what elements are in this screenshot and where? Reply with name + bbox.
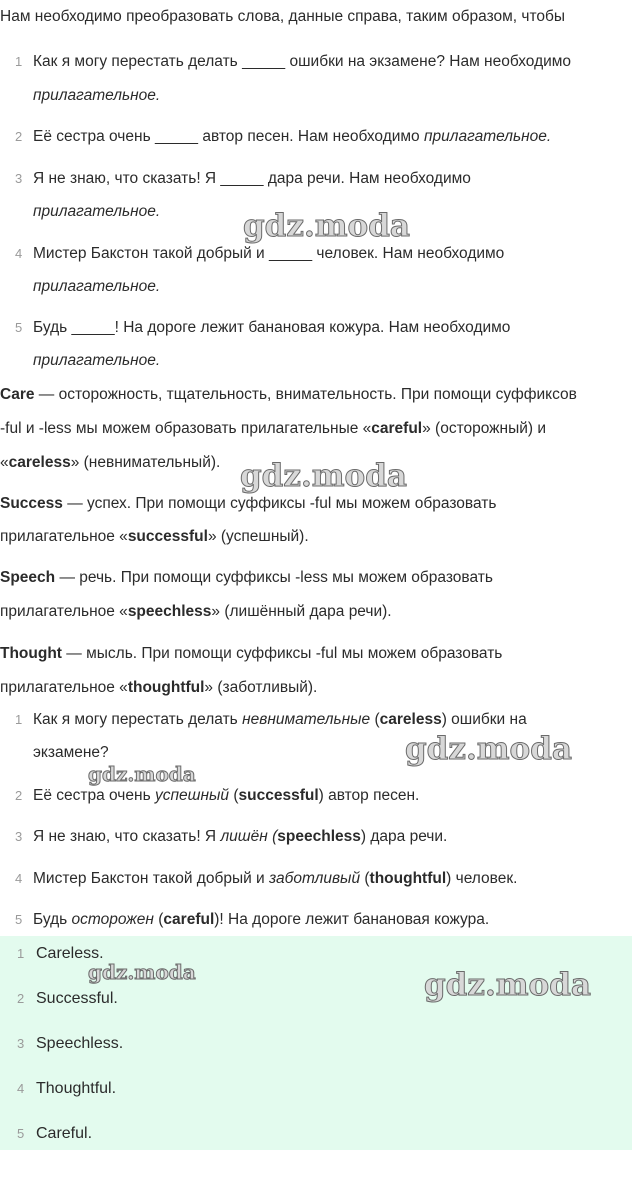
task-number: 2	[15, 129, 23, 144]
explain-speech: прилагательное «speechless» (лишённый дара речи).	[0, 603, 392, 620]
sentence-text: Её сестра очень успешный (successful) автор песен.	[33, 787, 420, 804]
task-text: прилагательное.	[33, 87, 161, 104]
answer-text: Speechless.	[36, 1035, 124, 1052]
explain-thought: прилагательное «thoughtful» (заботливый).	[0, 679, 318, 696]
explain-success: Success — успех. При помощи суффиксы -ful мы можем образовать	[0, 495, 497, 512]
answer-number: 1	[17, 946, 25, 961]
sentence-text: экзамене?	[33, 744, 109, 761]
watermark: gdz.moda	[424, 967, 591, 1003]
sentence-number: 5	[15, 912, 23, 927]
task-text: Я не знаю, что сказать! Я _____ дара речи. Нам необходимо	[33, 170, 471, 187]
sentence-number: 2	[15, 788, 23, 803]
task-number: 1	[15, 54, 23, 69]
explain-thought: Thought — мысль. При помощи суффиксы -ful мы можем образовать	[0, 645, 503, 662]
answer-text: Thoughtful.	[36, 1080, 117, 1097]
explain-care: «careless» (невнимательный).	[0, 454, 221, 471]
task-text: прилагательное.	[33, 352, 161, 369]
task-number: 5	[15, 320, 23, 335]
sentence-number: 4	[15, 871, 23, 886]
watermark: gdz.moda	[88, 762, 196, 786]
sentence-number: 3	[15, 829, 23, 844]
answer-number: 4	[17, 1081, 25, 1096]
answer-number: 3	[17, 1036, 25, 1051]
answer-text: Careless.	[36, 945, 104, 962]
answer-text: Careful.	[36, 1125, 93, 1142]
sentence-text: Будь осторожен (careful)! На дороге лежит банановая кожура.	[33, 911, 490, 928]
explain-success: прилагательное «successful» (успешный).	[0, 528, 309, 545]
watermark: gdz.moda	[88, 960, 196, 984]
sentence-number: 1	[15, 712, 23, 727]
task-text: Как я могу перестать делать _____ ошибки на экзамене? Нам необходимо	[33, 53, 572, 70]
explain-care: -ful и -less мы можем образовать прилагательные «careful» (осторожный) и	[0, 420, 547, 437]
answer-text: Successful.	[36, 990, 118, 1007]
answer-number: 5	[17, 1126, 25, 1141]
task-text: прилагательное.	[33, 278, 161, 295]
answer-number: 2	[17, 991, 25, 1006]
task-text: Будь _____! На дороге лежит банановая кожура. Нам необходимо	[33, 319, 511, 336]
task-text: Мистер Бакстон такой добрый и _____ человек. Нам необходимо	[33, 245, 505, 262]
task-number: 4	[15, 246, 23, 261]
sentence-text: Я не знаю, что сказать! Я лишён (speechless) дара речи.	[33, 828, 448, 845]
watermark: gdz.moda	[240, 458, 407, 494]
watermark: gdz.moda	[243, 208, 410, 244]
sentence-text: Как я могу перестать делать невнимательные (careless) ошибки на	[33, 711, 527, 728]
explain-care: Care — осторожность, тщательность, внимательность. При помощи суффиксов	[0, 386, 577, 403]
task-number: 3	[15, 171, 23, 186]
watermark: gdz.moda	[405, 731, 572, 767]
task-text: прилагательное.	[33, 203, 161, 220]
explain-speech: Speech — речь. При помощи суффиксы -less мы можем образовать	[0, 569, 493, 586]
intro-text: Нам необходимо преобразовать слова, данные справа, таким образом, чтобы	[0, 8, 566, 25]
sentence-text: Мистер Бакстон такой добрый и заботливый (thoughtful) человек.	[33, 870, 518, 887]
task-text: Её сестра очень _____ автор песен. Нам необходимо прилагательное.	[33, 128, 552, 145]
